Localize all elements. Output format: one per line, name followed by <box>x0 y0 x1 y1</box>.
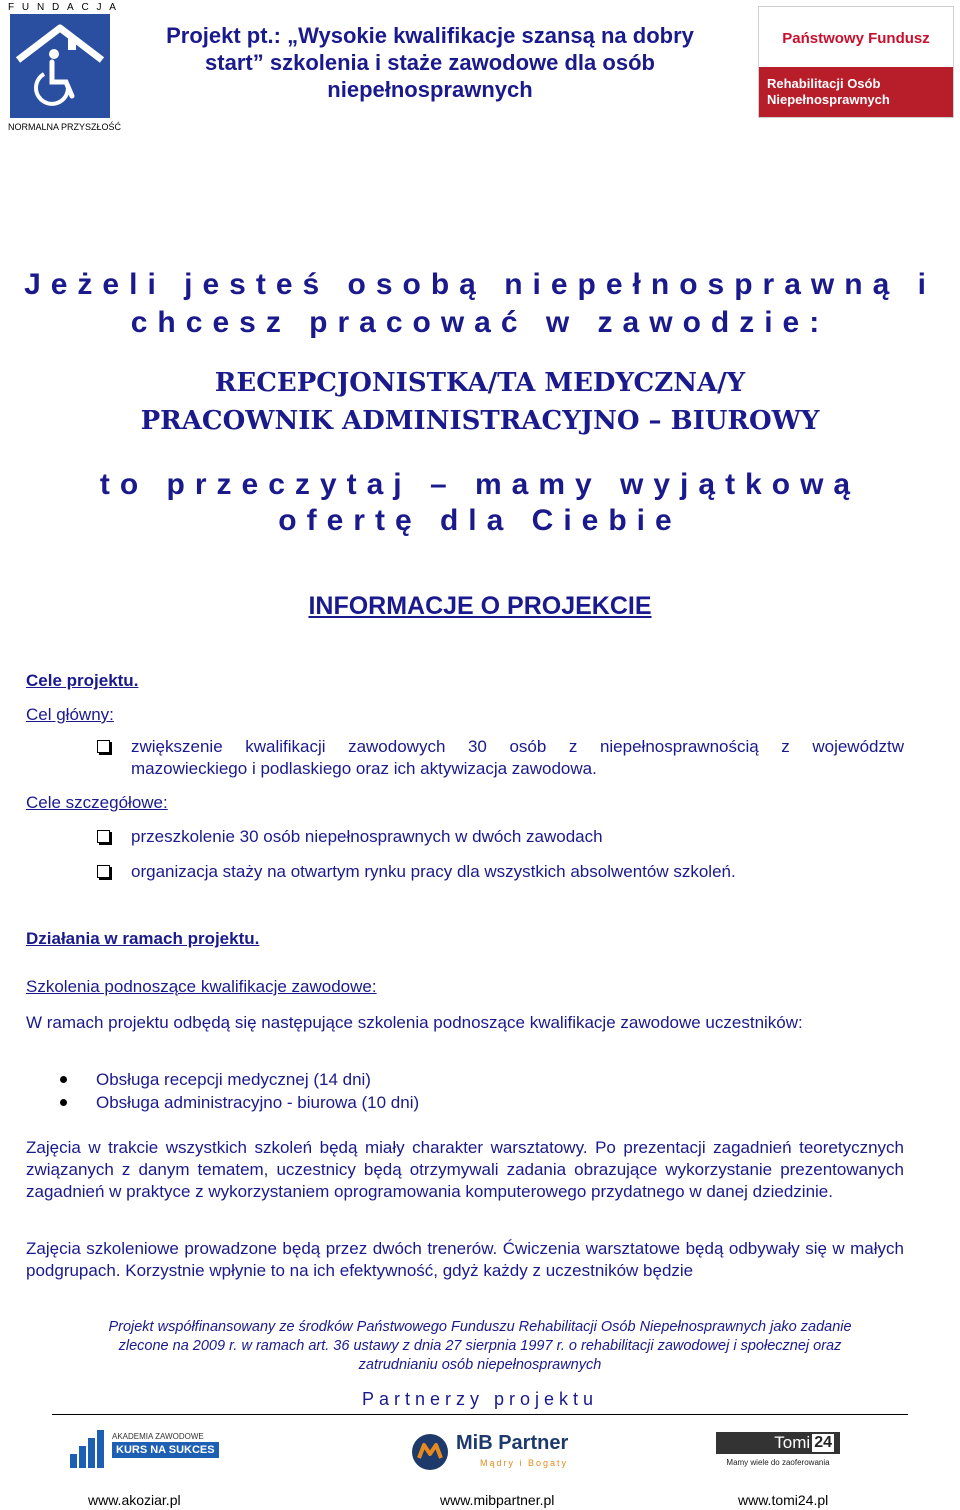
paragraph-workshops: Zajęcia w trakcie wszystkich szkoleń będą miały charakter warsztatowy. Po prezentacji zagadnień teoretycznych związanych z danym tematem, uczestnicy będą otrzymywali zadania obrazujące wykorzystanie prezentowanych zagadnień w praktyce z wykorzystaniem oprogramowania komputerowego przydatnego w danej dziedzinie. <box>26 1138 904 1201</box>
partner-website-link[interactable]: www.mibpartner.pl <box>440 1492 555 1508</box>
section-heading: INFORMACJE O PROJEKCIE <box>308 592 652 620</box>
job-title-2: PRACOWNIK ADMINISTRACYJNO – BIUROWY <box>140 406 820 436</box>
partner-website-link[interactable]: www.akoziar.pl <box>88 1492 181 1508</box>
trainings-subheading: Szkolenia podnoszące kwalifikacje zawodowe: <box>26 977 377 996</box>
mib-partner-logo: MiB Partner Mądry i Bogaty <box>410 1428 580 1478</box>
main-goal-label: Cel główny: <box>26 705 114 724</box>
kurs-na-sukces-logo: AKADEMIA ZAWODOWE KURS NA SUKCES <box>68 1428 218 1472</box>
paragraph-trainers: Zajęcia szkoleniowe prowadzone będą przez dwóch trenerów. Ćwiczenia warsztatowe będą odbywały się w małych podgrupach. Korzystnie wpłynie to na ich efektywność, gdyż każdy z uczestników będzie <box>26 1239 904 1280</box>
partner-website-link[interactable]: www.tomi24.pl <box>738 1492 829 1508</box>
funding-note: Projekt współfinansowany ze środków Państwowego Funduszu Rehabilitacji Osób Niepełnosprawnych jako zadanie zlecone na 2009 r. w ramach art. 36 ustawy z dnia 27 sierpnia 1997 r. o rehabilitacji zawodowej i społecznej oraz zatrudnianiu osób niepełnosprawnych <box>108 1319 852 1373</box>
foundation-tagline: NORMALNA PRZYSZŁOŚĆ <box>8 122 122 132</box>
checkbox-icon <box>97 830 110 843</box>
checkbox-icon <box>97 740 110 753</box>
specific-goal-item: organizacja staży na otwartym rynku pracy dla wszystkich absolwentów szkoleń. <box>131 862 736 881</box>
offer-line-2: ofertę dla Ciebie <box>278 504 682 537</box>
slogan-line-1: Jeżeli jesteś osobą niepełnosprawną i <box>24 268 936 301</box>
main-goal-line-1: zwiększenie kwalifikacji zawodowych 30 osób z niepełnosprawnością z województw <box>131 737 904 756</box>
actions-heading: Działania w ramach projektu. <box>26 929 260 948</box>
checkbox-icon <box>97 865 110 878</box>
main-goal-line-2: mazowieckiego i podlaskiego oraz ich aktywizacja zawodowa. <box>131 759 597 778</box>
job-title-1: RECEPCJONISTKA/TA MEDYCZNA/Y <box>214 368 746 398</box>
bullet-icon <box>60 1076 67 1083</box>
kurs-na-sukces-icon <box>68 1428 108 1472</box>
partners-title: Partnerzy projektu <box>361 1389 599 1409</box>
training-item: Obsługa recepcji medycznej (14 dni) <box>96 1070 371 1089</box>
pfron-logo: Państwowy Fundusz Rehabilitacji Osób Niepełnosprawnych <box>758 6 954 118</box>
wheelchair-house-icon <box>4 14 116 134</box>
specific-goals-label: Cele szczegółowe: <box>26 793 168 812</box>
divider <box>52 1414 908 1415</box>
training-item: Obsługa administracyjno - biurowa (10 dni) <box>96 1093 420 1112</box>
slogan-line-2: chcesz pracować w zawodzie: <box>130 306 830 339</box>
mib-partner-icon <box>410 1432 450 1472</box>
goals-heading: Cele projektu. <box>26 671 139 690</box>
trainings-intro: W ramach projektu odbędą się następujące szkolenia podnoszące kwalifikacje zawodowe uczestników: <box>26 1013 803 1032</box>
foundation-logo <box>4 0 122 136</box>
foundation-letters: F U N D A C J A <box>8 2 116 13</box>
offer-line-1: to przeczytaj – mamy wyjątkową <box>99 468 861 501</box>
project-title: Projekt pt.: „Wysokie kwalifikacje szansą na dobry start” szkolenia i staże zawodowe dla osób niepełnosprawnych <box>166 23 694 102</box>
bullet-icon <box>60 1099 67 1106</box>
tomi24-logo: Tomi 24 Mamy wiele do zaoferowania <box>716 1432 840 1478</box>
specific-goal-item: przeszkolenie 30 osób niepełnosprawnych w dwóch zawodach <box>131 827 603 846</box>
